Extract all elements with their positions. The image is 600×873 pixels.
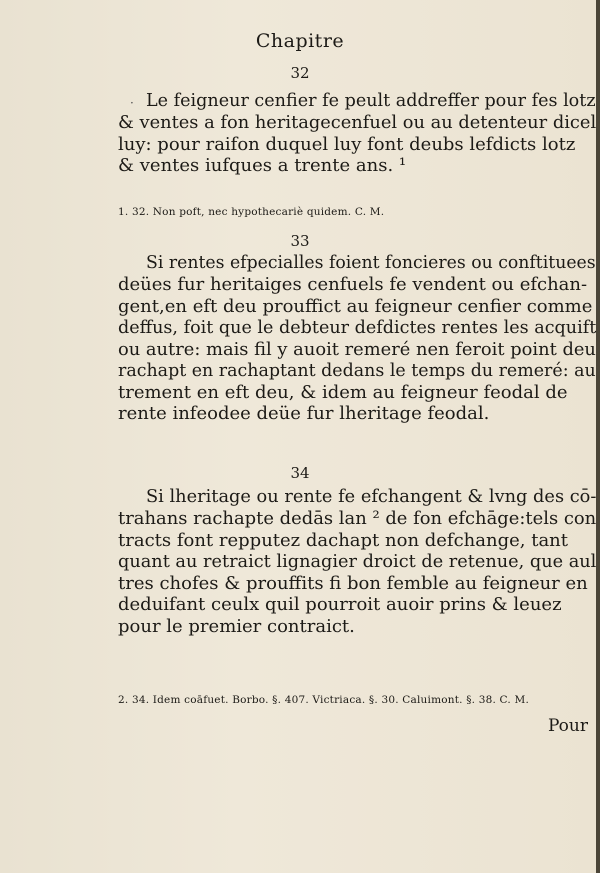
text-line: trement en eft deu, & idem au feigneur feodal de [118, 381, 568, 403]
running-header: Chapitre [255, 30, 345, 52]
text-line: & ventes iufques a trente ans. ¹ [118, 155, 407, 176]
text-line: deffus, foit que le debteur defdictes rentes les acquift [118, 317, 597, 338]
text-line: tres chofes & prouffits fi bon femble au feigneur en [118, 572, 588, 594]
text-line: deduifant ceulx quil pourroit auoir prins & leuez [118, 594, 562, 615]
article-paragraph [146, 486, 596, 508]
text-line: ou autre: mais fil y auoit remeré nen feroit point deu [118, 338, 596, 360]
text-line: quant au retraict lignagier droict de retenue, que aul [118, 551, 597, 572]
text-line: gent,en eft deu prouffict au feigneur cenfier comme [118, 295, 593, 317]
article-number: 32 [290, 64, 310, 82]
ink-mark: · [130, 96, 134, 110]
article-paragraph [118, 508, 596, 637]
text-line: pour le premier contraict. [118, 615, 355, 637]
text-line: tracts font repputez dachapt non defchange, tant [118, 529, 568, 551]
page-edge [596, 0, 600, 873]
article-paragraph [146, 252, 596, 274]
article-number: 34 [290, 464, 310, 482]
article-paragraph [146, 90, 596, 112]
text-line: luy: pour raifon duquel luy font deubs lefdicts lotz [118, 133, 576, 155]
text-line: Le feigneur cenfier fe peult addreffer pour fes lotz [146, 90, 596, 111]
catchword: Pour [547, 716, 588, 736]
article-paragraph [118, 274, 596, 425]
text-line: trahans rachapte dedās lan ² de fon efchāge:tels con [118, 508, 597, 529]
article-number: 33 [290, 232, 310, 250]
article-paragraph [118, 112, 596, 177]
footnote: 2. 34. Idem coāfuet. Borbo. §. 407. Victriaca. §. 30. Caluimont. §. 38. C. M. [118, 694, 529, 706]
text-line: Si lheritage ou rente fe efchangent & lvng des cō- [146, 486, 597, 507]
text-line: rachapt en rachaptant dedans le temps du remeré: au [118, 360, 596, 381]
text-line: rente infeodee deüe fur lheritage feodal. [118, 403, 490, 424]
footnote: 1. 32. Non poft, nec hypothecariè quidem. C. M. [118, 206, 385, 218]
text-line: Si rentes efpecialles foient foncieres ou conftituees [146, 252, 596, 273]
text-line: deües fur heritaiges cenfuels fe vendent ou efchan- [118, 274, 588, 295]
text-line: & ventes a fon heritagecenfuel ou au detenteur dicel [118, 112, 597, 133]
